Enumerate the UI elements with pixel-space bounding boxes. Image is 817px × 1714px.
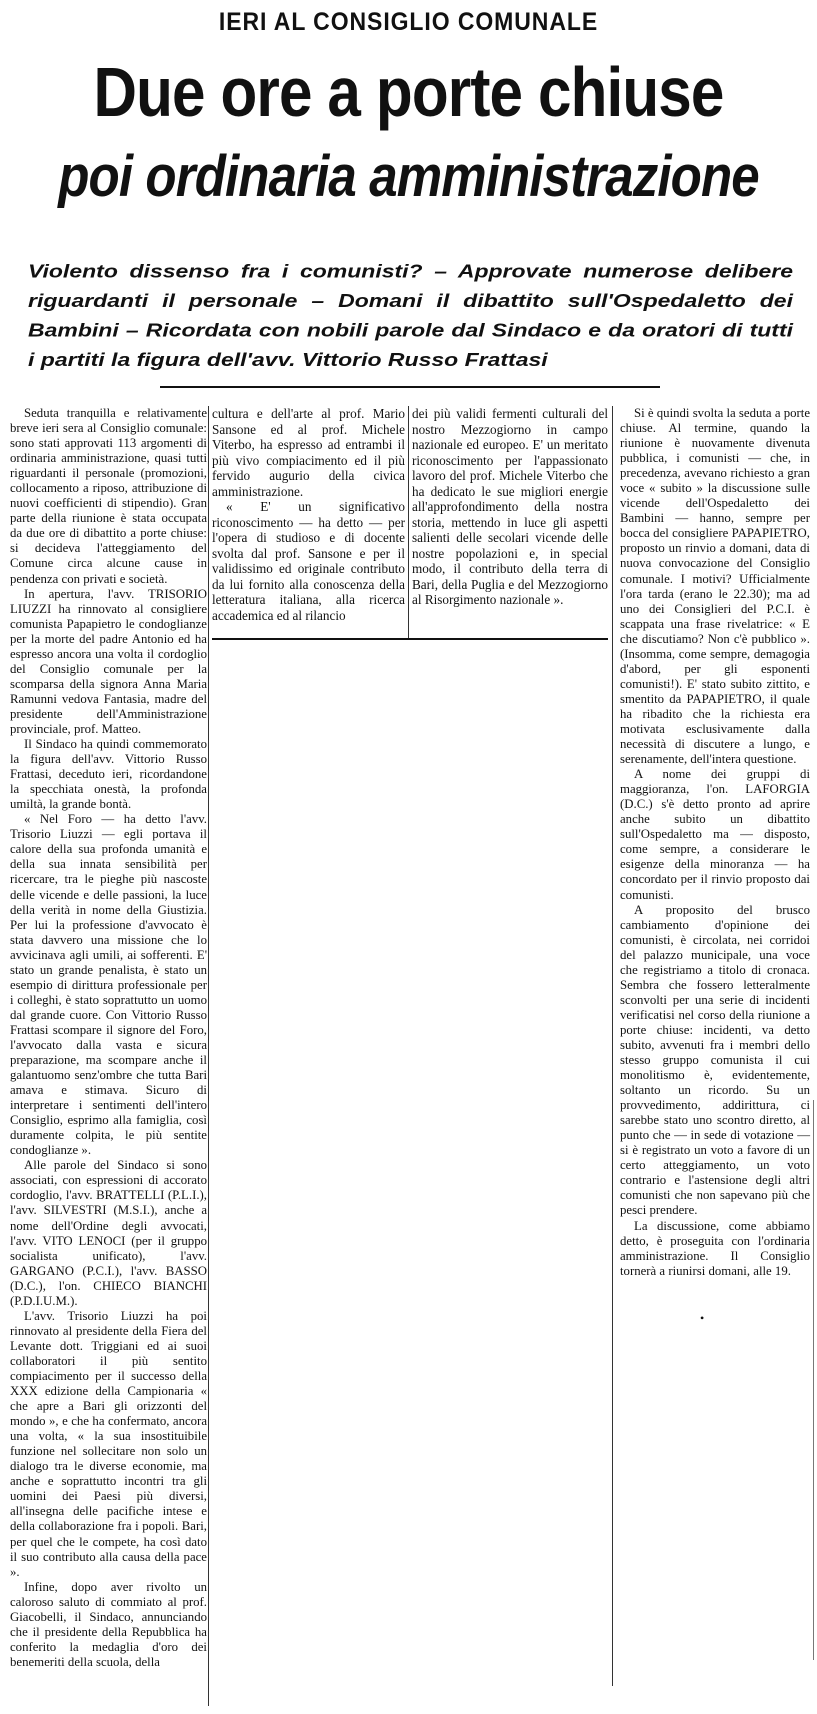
paragraph: « E' un significativo riconoscimento — ha detto — per l'opera di studioso e di docente svolta dal prof. Sansone e per il validissimo ed originale contributo da lui fornito alla conoscenza della letteratura italiana, alla ricerca accademica ed al rilancio <box>212 499 405 623</box>
column-1 <box>10 406 207 1670</box>
headline-line-1: Due ore a porte chiuse <box>93 53 724 131</box>
column-rule <box>208 406 209 1706</box>
deck-subheadline: Violento dissenso fra i comunisti? – Approvate numerose delibere riguardanti il personale – Domani il dibattito sull'Ospedaletto dei Bambini – Ricordata con nobili parole dal Sindaco e da oratori di tutti i partiti la figura dell'avv. Vittorio Russo Frattasi <box>28 260 793 370</box>
paragraph: La discussione, come abbiamo detto, è proseguita con l'ordinaria amministrazione. Il Consiglio tornerà a riunirsi domani, alle 19. <box>620 1218 810 1278</box>
headline-line-2: poi ordinaria amministrazione <box>58 144 759 209</box>
paragraph: L'avv. Trisorio Liuzzi ha poi rinnovato al presidente della Fiera del Levante dott. Triggiani ed ai suoi collaboratori il più sentito compiacimento per il successo della XXX edizione della Campionaria « che apre a Bari gli orizzonti del mondo », e che ha confermato, ancora una volta, « la sua insostituibile funzione nel sollecitare non solo un dialogo tra le diverse economie, ma anche e soprattutto incontri tra gli uomini dei Paesi più diversi, all'insegna delle pacifiche intese e della collaborazione fra i popoli. Bari, per quel che le compete, ha così dato il suo contributo alla causa della pace ». <box>10 1308 207 1579</box>
kicker: IERI AL CONSIGLIO COMUNALE <box>218 8 599 36</box>
paragraph: A proposito del brusco cambiamento d'opinione dei comunisti, è circolata, nei corridoi del palazzo municipale, una voce che registriamo a titolo di cronaca. Sembra che fossero letteralmente sconvolti per una serie di incidenti verificatisi nel corso della riunione a porte chiuse: incidenti, va detto subito, avvenuti fra i membri dello stesso gruppo comunista il cui monolitismo è, evidentemente, soltanto un ricordo. Su un provvedimento, addirittura, ci sarebbe stato uno scontro diretto, al punto che — in sede di votazione — si è registrato un voto a favore di un certo atteggiamento, un voto contrario e l'astensione degli altri comunisti che non sapevano più che pesci prendere. <box>620 902 810 1218</box>
page-edge-line <box>813 1100 814 1660</box>
separator-rule <box>160 386 660 388</box>
column-3 <box>412 406 608 608</box>
column-2 <box>212 406 405 623</box>
paragraph: dei più validi fermenti culturali del nostro Mezzogiorno in campo nazionale ed europeo. E' un meritato riconoscimento per l'appassionato lavoro del prof. Michele Viterbo che ha dedicato le sue migliori energie all'approfondimento della nostra storia, mettendo in luce gli aspetti salienti delle secolari vicende delle nostre popolazioni e, in special modo, il contributo della terra di Bari, della Puglia e del Mezzogiorno al Risorgimento nazionale ». <box>412 406 608 607</box>
section-end-rule <box>212 638 608 640</box>
end-mark: • <box>700 1311 707 1325</box>
paragraph: Il Sindaco ha quindi commemorato la figura dell'avv. Vittorio Russo Frattasi, deceduto ieri, ricordandone la specchiata onestà, la profonda umiltà, la grande bontà. <box>10 737 207 812</box>
paragraph: Si è quindi svolta la seduta a porte chiuse. Al termine, quando la riunione è nuovamente divenuta pubblica, i comunisti — che, in precedenza, avevano richiesto a gran voce « subito » la discussione sulle vicende dell'Ospedaletto dei Bambini — hanno, sempre per bocca del consigliere PAPAPIETRO, proposto un rinvio a domani, data di nuova convocazione del Consiglio comunale. I motivi? Ufficialmente l'ora tarda (erano le 22.30); ma ad uno dei Consiglieri del P.C.I. è scappata una frase rivelatrice: « E che discutiamo? Non c'è pubblico ». (Insomma, come sempre, demagogia d'abord, per gli esponenti comunisti!). E' stato subito zittito, e smentito da PAPAPIETRO, il quale ha ribadito che la richiesta era motivata esclusivamente dalla necessità di discutere a lungo, e serenamente, dell'intera questione. <box>620 406 810 767</box>
paragraph: A nome dei gruppi di maggioranza, l'on. LAFORGIA (D.C.) s'è detto pronto ad aprire anche subito un dibattito sull'Ospedaletto ma — disposto, come sempre, a considerare le esigenze della minoranza — ha concordato per il rinvio proposto dai comunisti. <box>620 767 810 902</box>
paragraph: Alle parole del Sindaco si sono associati, con espressioni di accorato cordoglio, l'avv. BRATTELLI (P.L.I.), l'avv. SILVESTRI (M.S.I.), anche a nome dell'Ordine degli avvocati, l'avv. VITO LENOCI (per il gruppo socialista unificato), l'avv. GARGANO (P.C.I.), l'avv. BASSO (D.C.), l'on. CHIECO BIANCHI (P.D.I.U.M.). <box>10 1158 207 1308</box>
paragraph: « Nel Foro — ha detto l'avv. Trisorio Liuzzi — egli portava il calore della sua profonda umanità e della sua innata sensibilità per ricercare, tra le pieghe più nascoste delle vicende e delle passioni, la luce della verità in nome della Giustizia. Per lui la professione d'avvocato è stata davvero una missione che lo avvicinava agli umili, ai sofferenti. E' stato un grande penalista, è stato un esempio di dirittura professionale per i colleghi, è stato soprattutto un uomo dal grande cuore. Con Vittorio Russo Frattasi scompare il signore del Foro, l'avvocato dalla vasta e sicura preparazione, ma scompare anche il galantuomo senz'ombre che tutta Bari amava e stimava. Sicuro di interpretare i sentimenti dell'intero Consiglio, esprimo alla famiglia, così duramente colpita, le più sentite condoglianze ». <box>10 812 207 1158</box>
paragraph: Seduta tranquilla e relativamente breve ieri sera al Consiglio comunale: sono stati approvati 113 argomenti di ordinaria amministrazione, quasi tutti riguardanti il personale (promozioni, collocamento a riposo, attribuzione di nuovi coefficienti di stipendio). Gran parte della riunione è stata occupata da due ore di dibattito a porte chiuse: si decideva l'atteggiamento del Comune circa alcune cause in pendenza con privati e società. <box>10 406 207 586</box>
paragraph: Infine, dopo aver rivolto un caloroso saluto di commiato al prof. Giacobelli, il Sindaco, annunciando che il presidente della Repubblica ha conferito la medaglia d'oro dei benemeriti della scuola, della <box>10 1579 207 1669</box>
column-rule <box>612 406 613 1686</box>
column-rule <box>408 406 409 640</box>
paragraph: cultura e dell'arte al prof. Mario Sansone ed al prof. Michele Viterbo, ha espresso ad entrambi il più vivo compiacimento ed il più fervido augurio della civica amministrazione. <box>212 406 405 499</box>
paragraph: In apertura, l'avv. TRISORIO LIUZZI ha rinnovato al consigliere comunista Papapietro le condoglianze per la morte del padre Antonio ed ha espresso ancora una volta il cordoglio del Consiglio comunale per la scomparsa della signora Anna Maria Ramunni vedova Fantasia, madre del presidente dell'Amministrazione provinciale, prof. Matteo. <box>10 586 207 736</box>
column-4 <box>620 406 810 1279</box>
